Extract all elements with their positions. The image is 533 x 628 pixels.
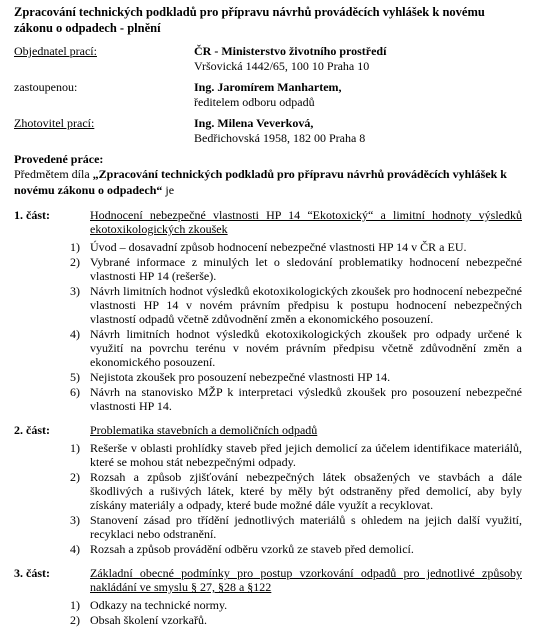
part-heading — [14, 566, 522, 594]
part-heading — [14, 208, 522, 236]
document-page — [14, 4, 522, 628]
client-row — [14, 44, 522, 74]
part-title: Problematika stavebních a demoličních odpadů — [90, 423, 318, 437]
part-title: Hodnocení nebezpečné vlastnosti HP 14 “Ekotoxický“ a limitní hodnoty výsledků ekotoxikologických zkoušek — [90, 208, 522, 236]
item-text: Nejistota zkoušek pro posouzení nebezpečné vlastnosti HP 14. — [90, 370, 391, 384]
contractor-address: Bedřichovská 1958, 182 00 Praha 8 — [194, 131, 366, 145]
item-number: 1) — [70, 598, 80, 612]
item-text: Úvod – dosavadní způsob hodnocení nebezpečné vlastnosti HP 14 v ČR a EU. — [90, 240, 467, 254]
work-heading: Provedené práce: — [14, 152, 104, 166]
item-number: 2) — [70, 613, 80, 627]
item-text: Odkazy na technické normy. — [90, 598, 228, 612]
list-item — [64, 542, 522, 556]
part-number: 1. část: — [14, 208, 50, 222]
contractor-name: Ing. Milena Veverková, — [194, 116, 314, 130]
work-intro — [14, 166, 522, 198]
part-heading — [14, 423, 522, 437]
item-text: Rozsah a způsob provádění odběru vzorků ze staveb před demolicí. — [90, 542, 414, 556]
list-item — [64, 441, 522, 469]
item-number: 2) — [70, 255, 80, 269]
item-number: 3) — [70, 284, 80, 298]
list-item — [64, 255, 522, 283]
item-number: 4) — [70, 327, 80, 341]
item-text: Obsah školení vzorkařů. — [90, 613, 207, 627]
item-number: 6) — [70, 385, 80, 399]
list-item — [64, 613, 522, 627]
part-title: Základní obecné podmínky pro postup vzorkování odpadů pro jednotlivé způsoby nakládání ve smyslu § 27, §28 a §122 — [90, 566, 522, 594]
intro-prefix: Předmětem díla — [14, 167, 93, 181]
represented-label: zastoupenou: — [14, 80, 78, 94]
parts-list — [14, 208, 522, 627]
part-item-list — [14, 598, 522, 627]
list-item — [64, 240, 522, 254]
list-item — [64, 598, 522, 612]
item-number: 3) — [70, 513, 80, 527]
item-number: 2) — [70, 470, 80, 484]
item-text: Návrh na stanovisko MŽP k interpretaci výsledků zkoušek pro posouzení nebezpečné vlastnosti HP 14. — [90, 385, 522, 413]
intro-suffix: je — [162, 183, 175, 197]
contractor-row — [14, 116, 522, 146]
list-item — [64, 370, 522, 384]
list-item — [64, 513, 522, 541]
list-item — [64, 470, 522, 512]
part-item-list — [14, 441, 522, 556]
represented-value — [194, 80, 522, 110]
client-name: ČR - Ministerstvo životního prostředí — [194, 44, 387, 58]
client-label: Objednatel prací: — [14, 44, 97, 58]
part-number: 2. část: — [14, 423, 50, 437]
list-item — [64, 284, 522, 326]
item-text: Návrh limitních hodnot výsledků ekotoxikologických zkoušek pro odpady určené k využití na povrchu terénu v novém právním předpisu včetně zdůvodnění změn a ekonomického posouzení. — [90, 327, 522, 369]
item-text: Návrh limitních hodnot výsledků ekotoxikologických zkoušek pro hodnocení nebezpečné vlastnosti HP 14 v novém právním předpisu k postupu hodnocení nebezpečných vlastností odpadů včetně zdůvodnění změn a ekonomického posouzení. — [90, 284, 522, 326]
list-item — [64, 327, 522, 369]
client-address: Vršovická 1442/65, 100 10 Praha 10 — [194, 59, 370, 73]
contractor-value — [194, 116, 522, 146]
item-number: 1) — [70, 240, 80, 254]
item-text: Rozsah a způsob zjišťování nebezpečných látek obsažených ve stavbách a dále škodlivých a rušivých látek, které by měly být odstraněny před demolicí, aby byly získány materiály a odpady, které bude možné dále využít a recyklovat. — [90, 470, 522, 512]
item-text: Rešerše v oblasti prohlídky staveb před jejich demolicí za účelem identifikace materiálů, které se mohou stát nebezpečnými odpady. — [90, 441, 522, 469]
list-item — [64, 385, 522, 413]
represented-row — [14, 80, 522, 110]
represented-role: ředitelem odboru odpadů — [194, 95, 315, 109]
document-title: Zpracování technických podkladů pro přípravu návrhů prováděcích vyhlášek k novému zákonu o odpadech - plnění — [14, 5, 485, 35]
intro-bold: „Zpracování technických podkladů pro přípravu návrhů prováděcích vyhlášek k novému zákonu o odpadech“ — [14, 167, 507, 197]
client-value — [194, 44, 522, 74]
item-text: Vybrané informace z minulých let o sledování problematiky hodnocení nebezpečné vlastnosti HP 14 (rešerše). — [90, 255, 522, 283]
part-item-list — [14, 240, 522, 413]
item-number: 1) — [70, 441, 80, 455]
contractor-label: Zhotovitel prací: — [14, 116, 95, 130]
item-number: 5) — [70, 370, 80, 384]
represented-name: Ing. Jaromírem Manhartem, — [194, 80, 342, 94]
item-number: 4) — [70, 542, 80, 556]
part-number: 3. část: — [14, 566, 50, 580]
item-text: Stanovení zásad pro třídění jednotlivých materiálů s ohledem na jejich další využití, recyklaci nebo odstranění. — [90, 513, 522, 541]
